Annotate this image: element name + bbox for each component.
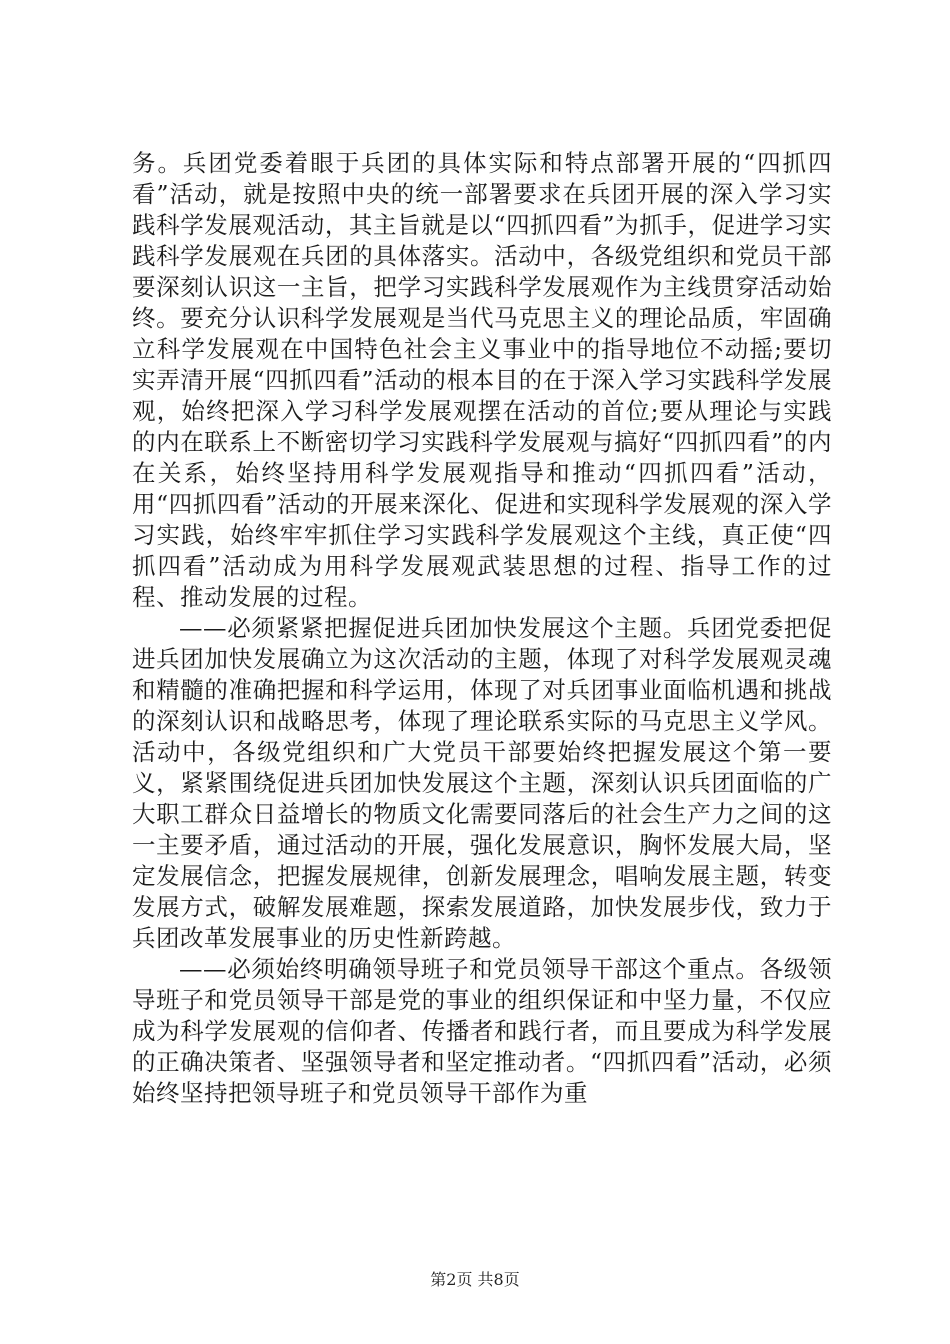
paragraph-3: ——必须始终明确领导班子和党员领导干部这个重点。各级领导班子和党员领导干部是党的事业的组织保证和中坚力量，不仅应成为科学发展观的信仰者、传播者和践行者，而且要成为科学发展的正确决策者、坚强领导者和坚定推动者。“四抓四看”活动，必须始终坚持把领导班子和党员领导干部作为重 — [132, 955, 832, 1107]
paragraph-2: ——必须紧紧把握促进兵团加快发展这个主题。兵团党委把促进兵团加快发展确立为这次活动的主题，体现了对科学发展观灵魂和精髓的准确把握和科学运用，体现了对兵团事业面临机遇和挑战的深刻认识和战略思考，体现了理论联系实际的马克思主义学风。活动中，各级党组织和广大党员干部要始终把握发展这个第一要义，紧紧围绕促进兵团加快发展这个主题，深刻认识兵团面临的广大职工群众日益增长的物质文化需要同落后的社会生产力之间的这一主要矛盾，通过活动的开展，强化发展意识，胸怀发展大局，坚定发展信念，把握发展规律，创新发展理念，唱响发展主题，转变发展方式，破解发展难题，探索发展道路，加快发展步伐，致力于兵团改革发展事业的历史性新跨越。 — [132, 614, 832, 952]
page-footer: 第2页 共8页 — [430, 1270, 520, 1289]
paragraph-1: 务。兵团党委着眼于兵团的具体实际和特点部署开展的“四抓四看”活动，就是按照中央的统一部署要求在兵团开展的深入学习实践科学发展观活动，其主旨就是以“四抓四看”为抓手，促进学习实践科学发展观在兵团的具体落实。活动中，各级党组织和党员干部要深刻认识这一主旨，把学习实践科学发展观作为主线贯穿活动始终。要充分认识科学发展观是当代马克思主义的理论品质，牢固确立科学发展观在中国特色社会主义事业中的指导地位不动摇;要切实弄清开展“四抓四看”活动的根本目的在于深入学习实践科学发展观，始终把深入学习科学发展观摆在活动的首位;要从理论与实践的内在联系上不断密切学习实践科学发展观与搞好“四抓四看”的内在关系，始终坚持用科学发展观指导和推动“四抓四看”活动，用“四抓四看”活动的开展来深化、促进和实现科学发展观的深入学习实践，始终牢牢抓住学习实践科学发展观这个主线，真正使“四抓四看”活动成为用科学发展观武装思想的过程、指导工作的过程、推动发展的过程。 — [132, 149, 832, 611]
document-body — [132, 148, 832, 1109]
